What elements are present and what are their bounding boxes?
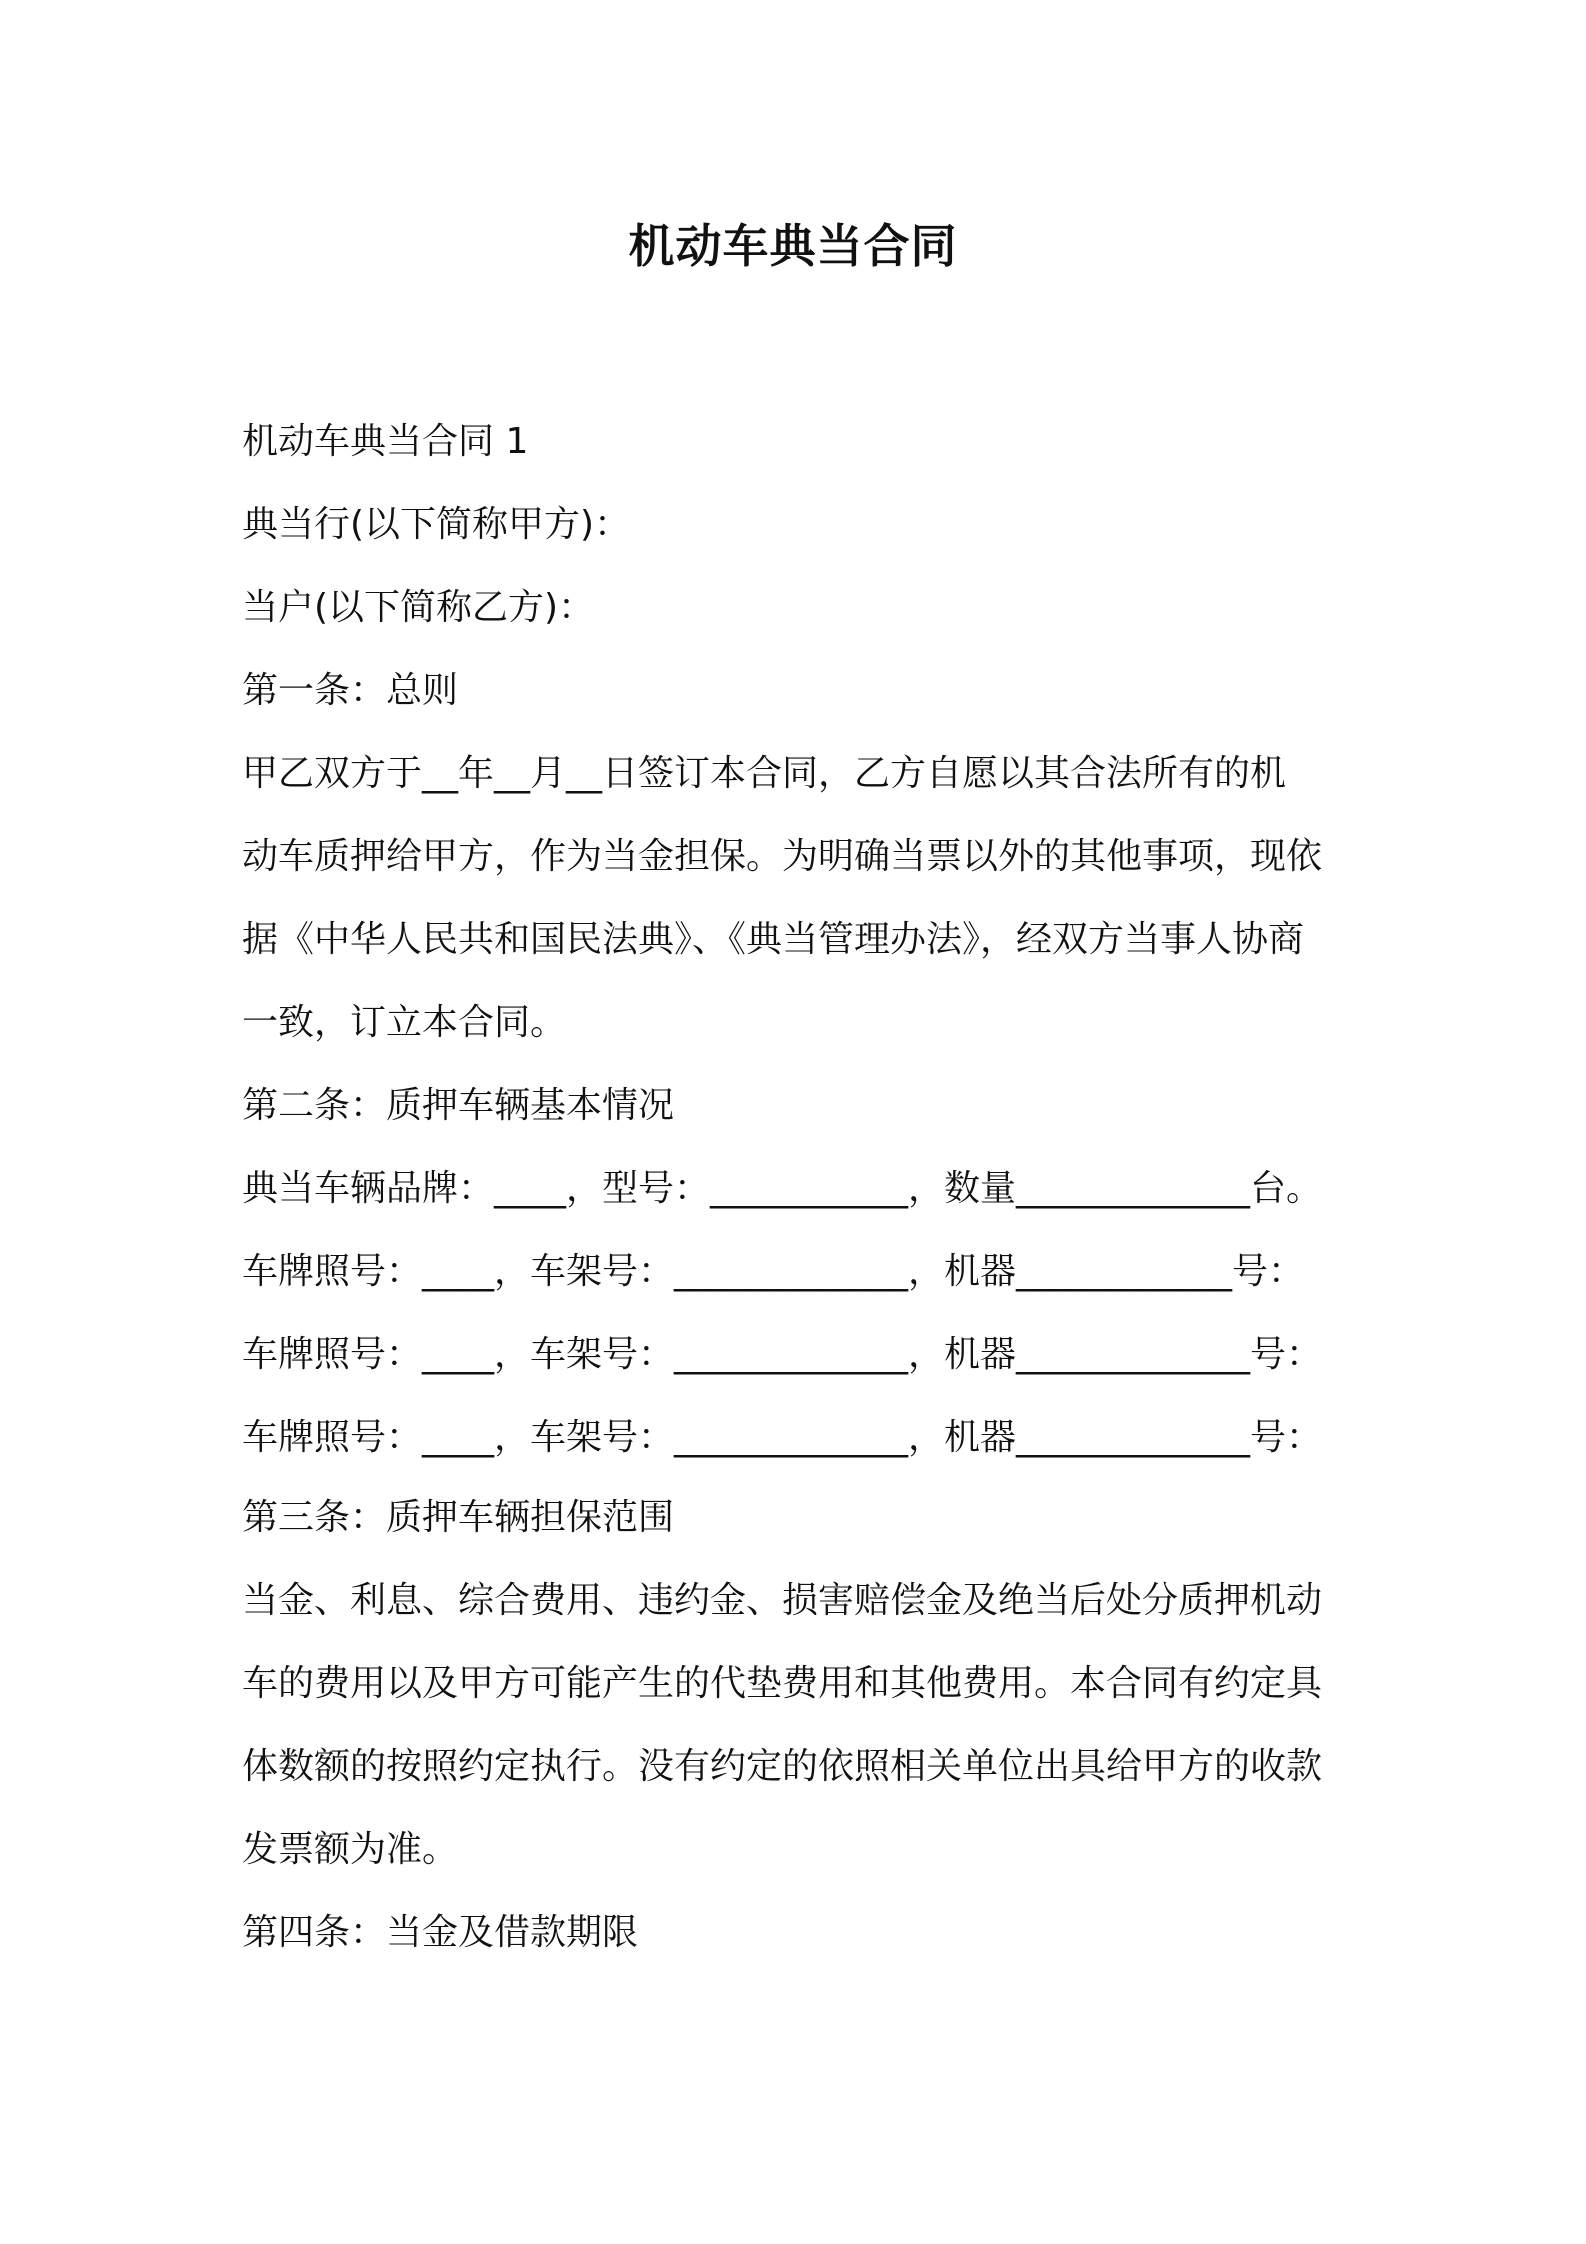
article-2-heading: 第二条：质押车辆基本情况 <box>242 1085 675 1126</box>
article-1-text-line: 一致，订立本合同。 <box>242 1002 567 1043</box>
vehicle-plate-line: 车牌照号：____，车架号：_____________，机器_____________号： <box>242 1334 1323 1375</box>
article-1-text-line: 甲乙双方于__年__月__日签订本合同，乙方自愿以其合法所有的机 <box>242 753 1287 794</box>
party-b-line: 当户(以下简称乙方)： <box>242 587 595 628</box>
article-3-text-line: 体数额的按照约定执行。没有约定的依照相关单位出具给甲方的收款 <box>242 1746 1323 1787</box>
article-1-text-line: 动车质押给甲方，作为当金担保。为明确当票以外的其他事项，现依 <box>242 836 1323 877</box>
article-4-heading: 第四条：当金及借款期限 <box>242 1912 639 1953</box>
article-1-text-line: 据《中华人民共和国民法典》、《典当管理办法》，经双方当事人协商 <box>242 919 1305 960</box>
article-3-text-line: 车的费用以及甲方可能产生的代垫费用和其他费用。本合同有约定具 <box>242 1663 1323 1704</box>
vehicle-plate-line: 车牌照号：____，车架号：_____________，机器____________号： <box>242 1251 1305 1292</box>
article-3-heading: 第三条：质押车辆担保范围 <box>242 1497 675 1538</box>
contract-heading: 机动车典当合同 1 <box>242 421 529 462</box>
article-1-heading: 第一条：总则 <box>242 670 459 711</box>
vehicle-brand-line: 典当车辆品牌：____，型号：___________，数量_____________台。 <box>242 1168 1323 1209</box>
document-body <box>242 410 1382 1984</box>
party-a-line: 典当行(以下简称甲方)： <box>242 504 631 545</box>
article-3-text-line: 发票额为准。 <box>242 1829 459 1870</box>
document-title: 机动车典当合同 <box>628 219 958 273</box>
vehicle-plate-line: 车牌照号：____，车架号：_____________，机器_____________号： <box>242 1417 1323 1458</box>
article-3-text-line: 当金、利息、综合费用、违约金、损害赔偿金及绝当后处分质押机动 <box>242 1580 1323 1621</box>
